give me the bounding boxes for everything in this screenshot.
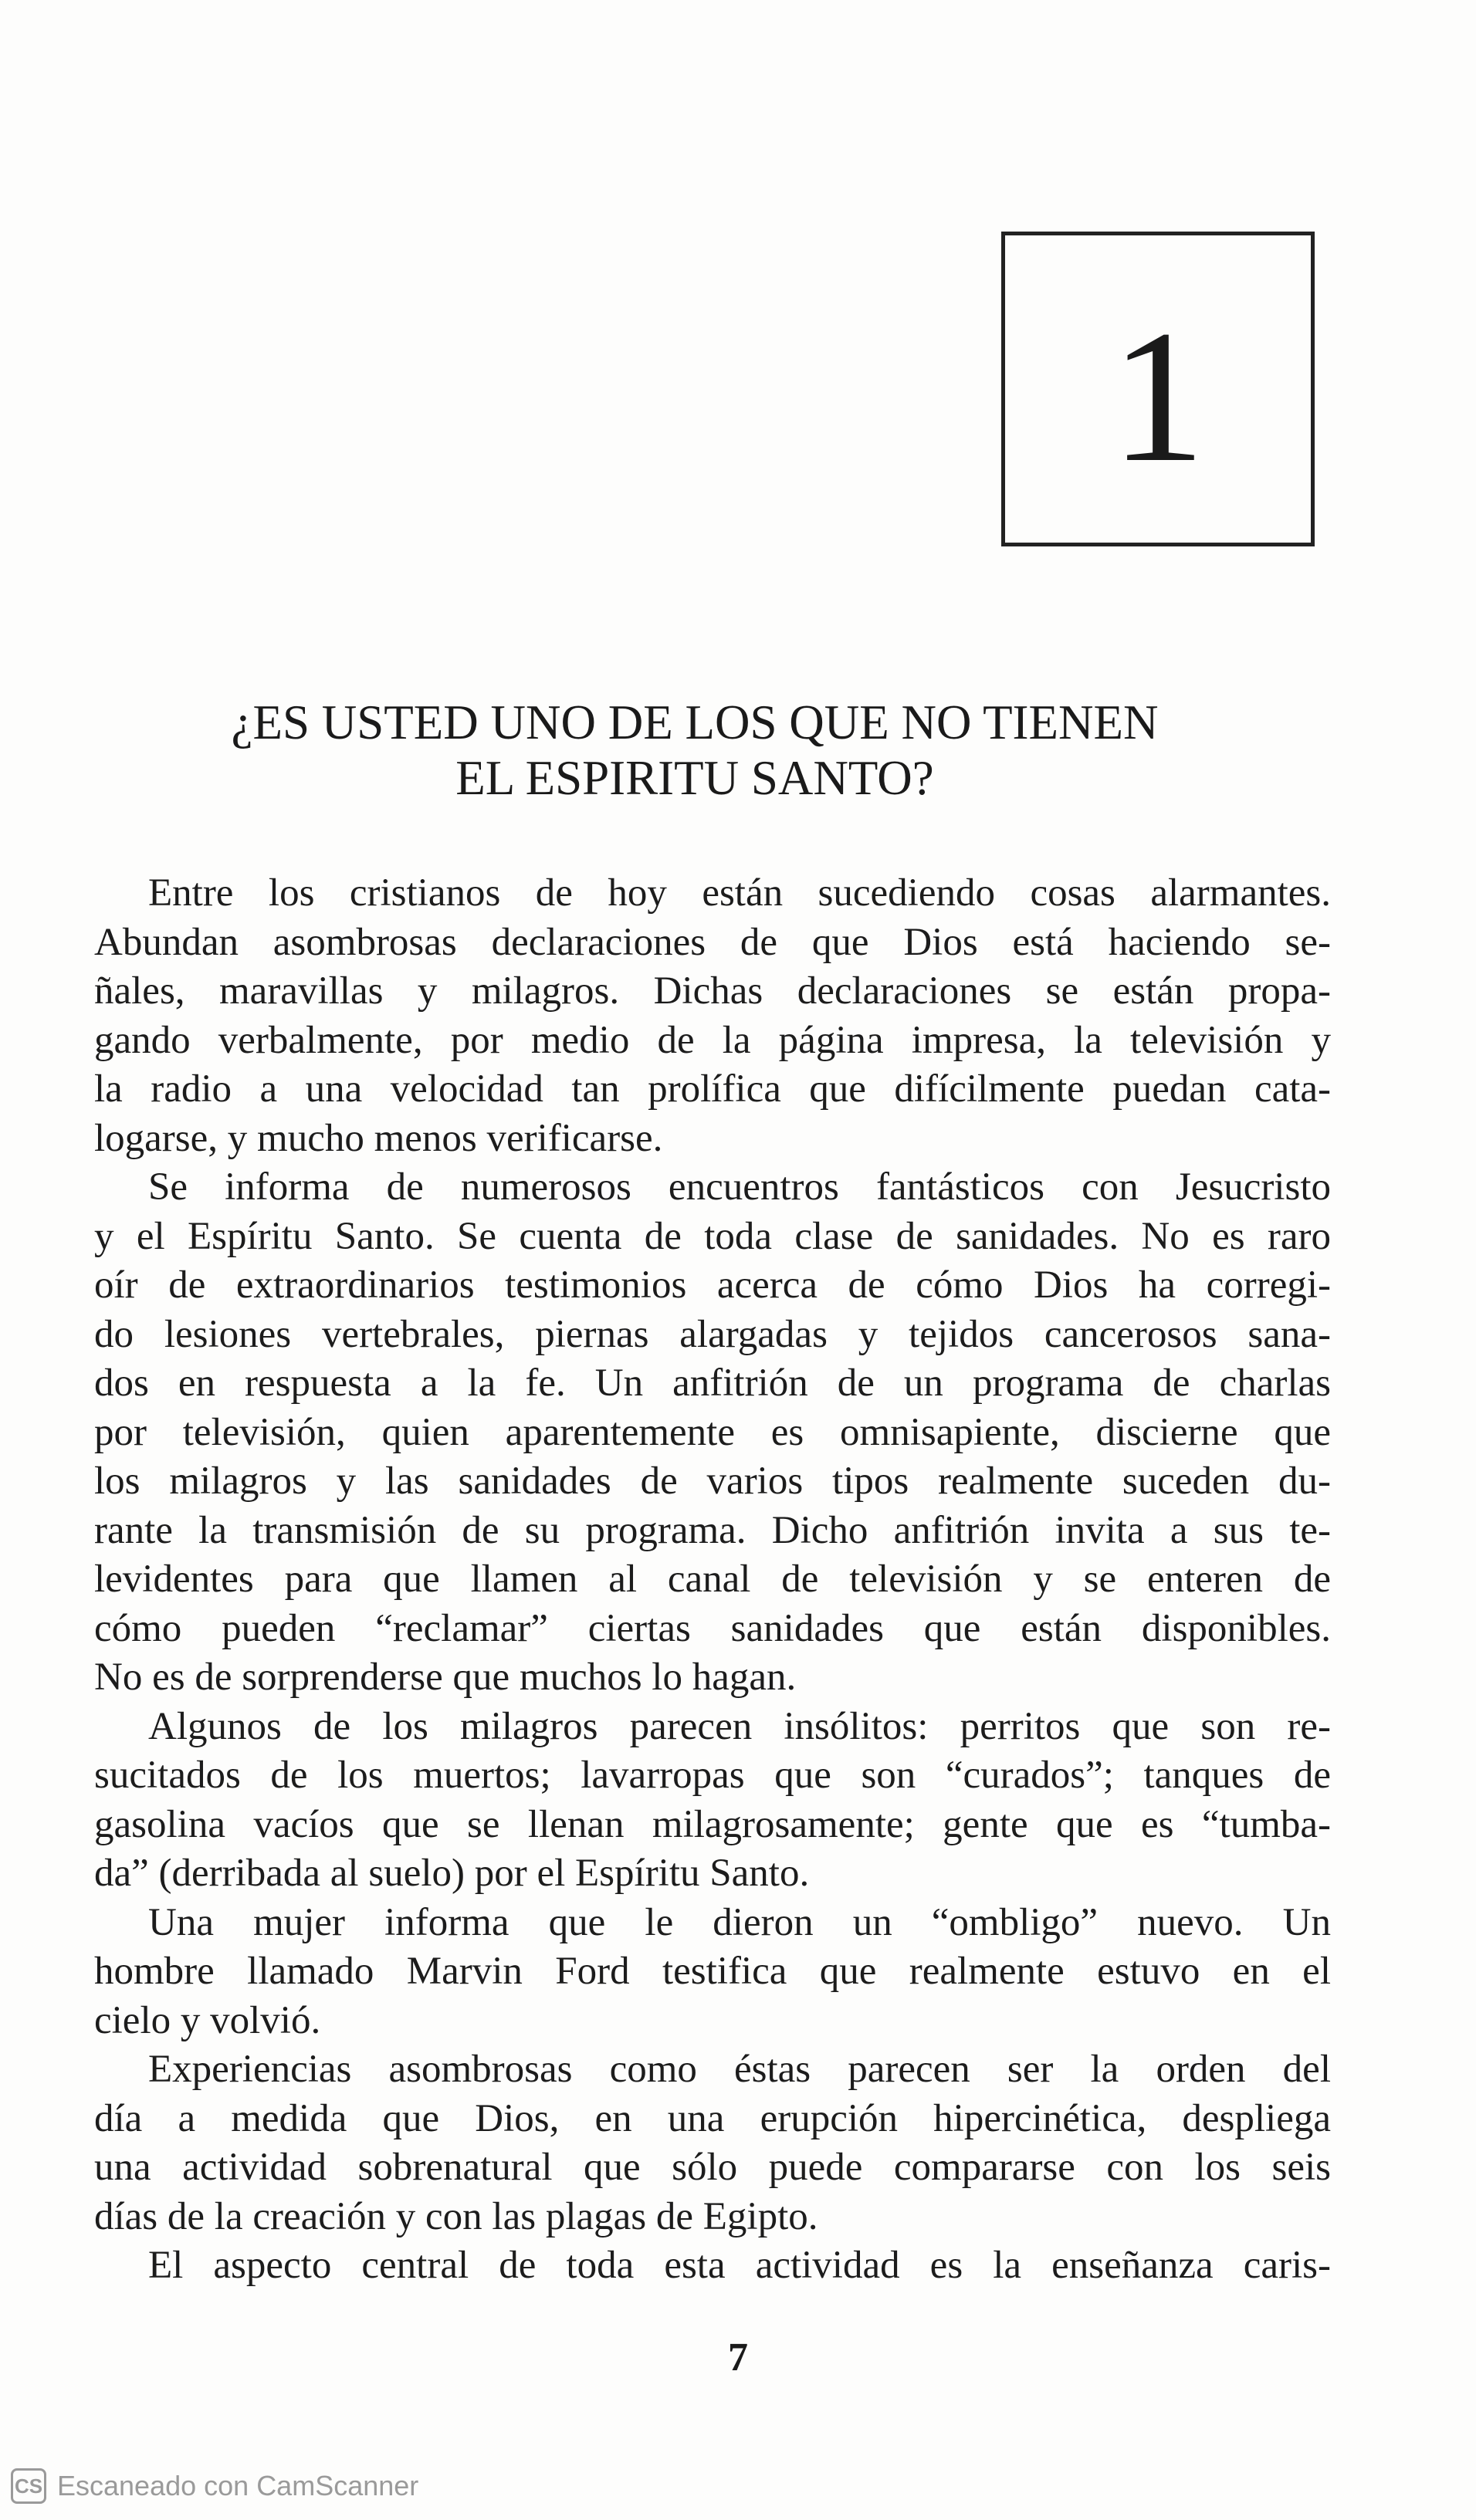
body-line: rante la transmisión de su programa. Dicho anfitrión invita a sus te-	[94, 1508, 1331, 1552]
body-line: logarse, y mucho menos verificarse.	[94, 1116, 663, 1160]
body-line: una actividad sobrenatural que sólo puede compararse con los seis	[94, 2146, 1331, 2189]
body-line: Una mujer informa que le dieron un “ombligo” nuevo. Un	[148, 1900, 1331, 1944]
page-number: 7	[728, 2336, 748, 2380]
body-line: Entre los cristianos de hoy están sucediendo cosas alarmantes.	[148, 871, 1331, 915]
chapter-title-line-2: EL ESPIRITU SANTO?	[455, 751, 934, 805]
body-line: Experiencias asombrosas como éstas parecen ser la orden del	[148, 2048, 1331, 2091]
chapter-title-line-1: ¿ES USTED UNO DE LOS QUE NO TIENEN	[231, 695, 1159, 749]
body-line: ñales, maravillas y milagros. Dichas declaraciones se están propa-	[94, 969, 1331, 1013]
scanner-watermark	[11, 2468, 418, 2504]
body-line: No es de sorprenderse que muchos lo hagan.	[94, 1656, 797, 1699]
body-line: días de la creación y con las plagas de Egipto.	[94, 2194, 818, 2238]
body-line: sucitados de los muertos; lavarropas que son “curados”; tanques de	[94, 1754, 1331, 1797]
body-line: da” (derribada al suelo) por el Espíritu Santo.	[94, 1852, 810, 1895]
body-line: oír de extraordinarios testimonios acerca de cómo Dios ha corregi-	[94, 1263, 1331, 1307]
body-line: Abundan asombrosas declaraciones de que Dios está haciendo se-	[94, 920, 1331, 964]
body-line: y el Espíritu Santo. Se cuenta de toda clase de sanidades. No es raro	[94, 1214, 1331, 1258]
body-line: Se informa de numerosos encuentros fantásticos con Jesucristo	[148, 1165, 1331, 1209]
body-line: cielo y volvió.	[94, 1998, 321, 2042]
body-line: gasolina vacíos que se llenan milagrosamente; gente que es “tumba-	[94, 1802, 1331, 1846]
chapter-title	[100, 695, 1289, 806]
body-line: El aspecto central de toda esta actividad es la enseñanza caris-	[148, 2244, 1331, 2287]
body-line: los milagros y las sanidades de varios tipos realmente suceden du-	[94, 1460, 1331, 1503]
body-line: do lesiones vertebrales, piernas alargadas y tejidos cancerosos sana-	[94, 1312, 1331, 1356]
body-text	[94, 869, 1331, 2291]
body-line: Algunos de los milagros parecen insólitos: perritos que son re-	[148, 1704, 1331, 1748]
camscanner-logo-icon: CS	[11, 2468, 46, 2504]
chapter-number-box	[1001, 232, 1315, 546]
body-line: levidentes para que llamen al canal de televisión y se enteren de	[94, 1558, 1331, 1601]
body-line: por televisión, quien aparentemente es omnisapiente, discierne que	[94, 1410, 1331, 1454]
body-line: dos en respuesta a la fe. Un anfitrión de un programa de charlas	[94, 1361, 1331, 1405]
body-line: día a medida que Dios, en una erupción hipercinética, despliega	[94, 2096, 1331, 2140]
body-line: cómo pueden “reclamar” ciertas sanidades que están disponibles.	[94, 1606, 1331, 1650]
watermark-text: Escaneado con CamScanner	[57, 2470, 419, 2501]
chapter-number: 1	[1110, 292, 1206, 502]
body-line: gando verbalmente, por medio de la página impresa, la televisión y	[94, 1018, 1331, 1062]
body-line: la radio a una velocidad tan prolífica que difícilmente puedan cata-	[94, 1067, 1331, 1111]
body-line: hombre llamado Marvin Ford testifica que realmente estuvo en el	[94, 1950, 1331, 1993]
